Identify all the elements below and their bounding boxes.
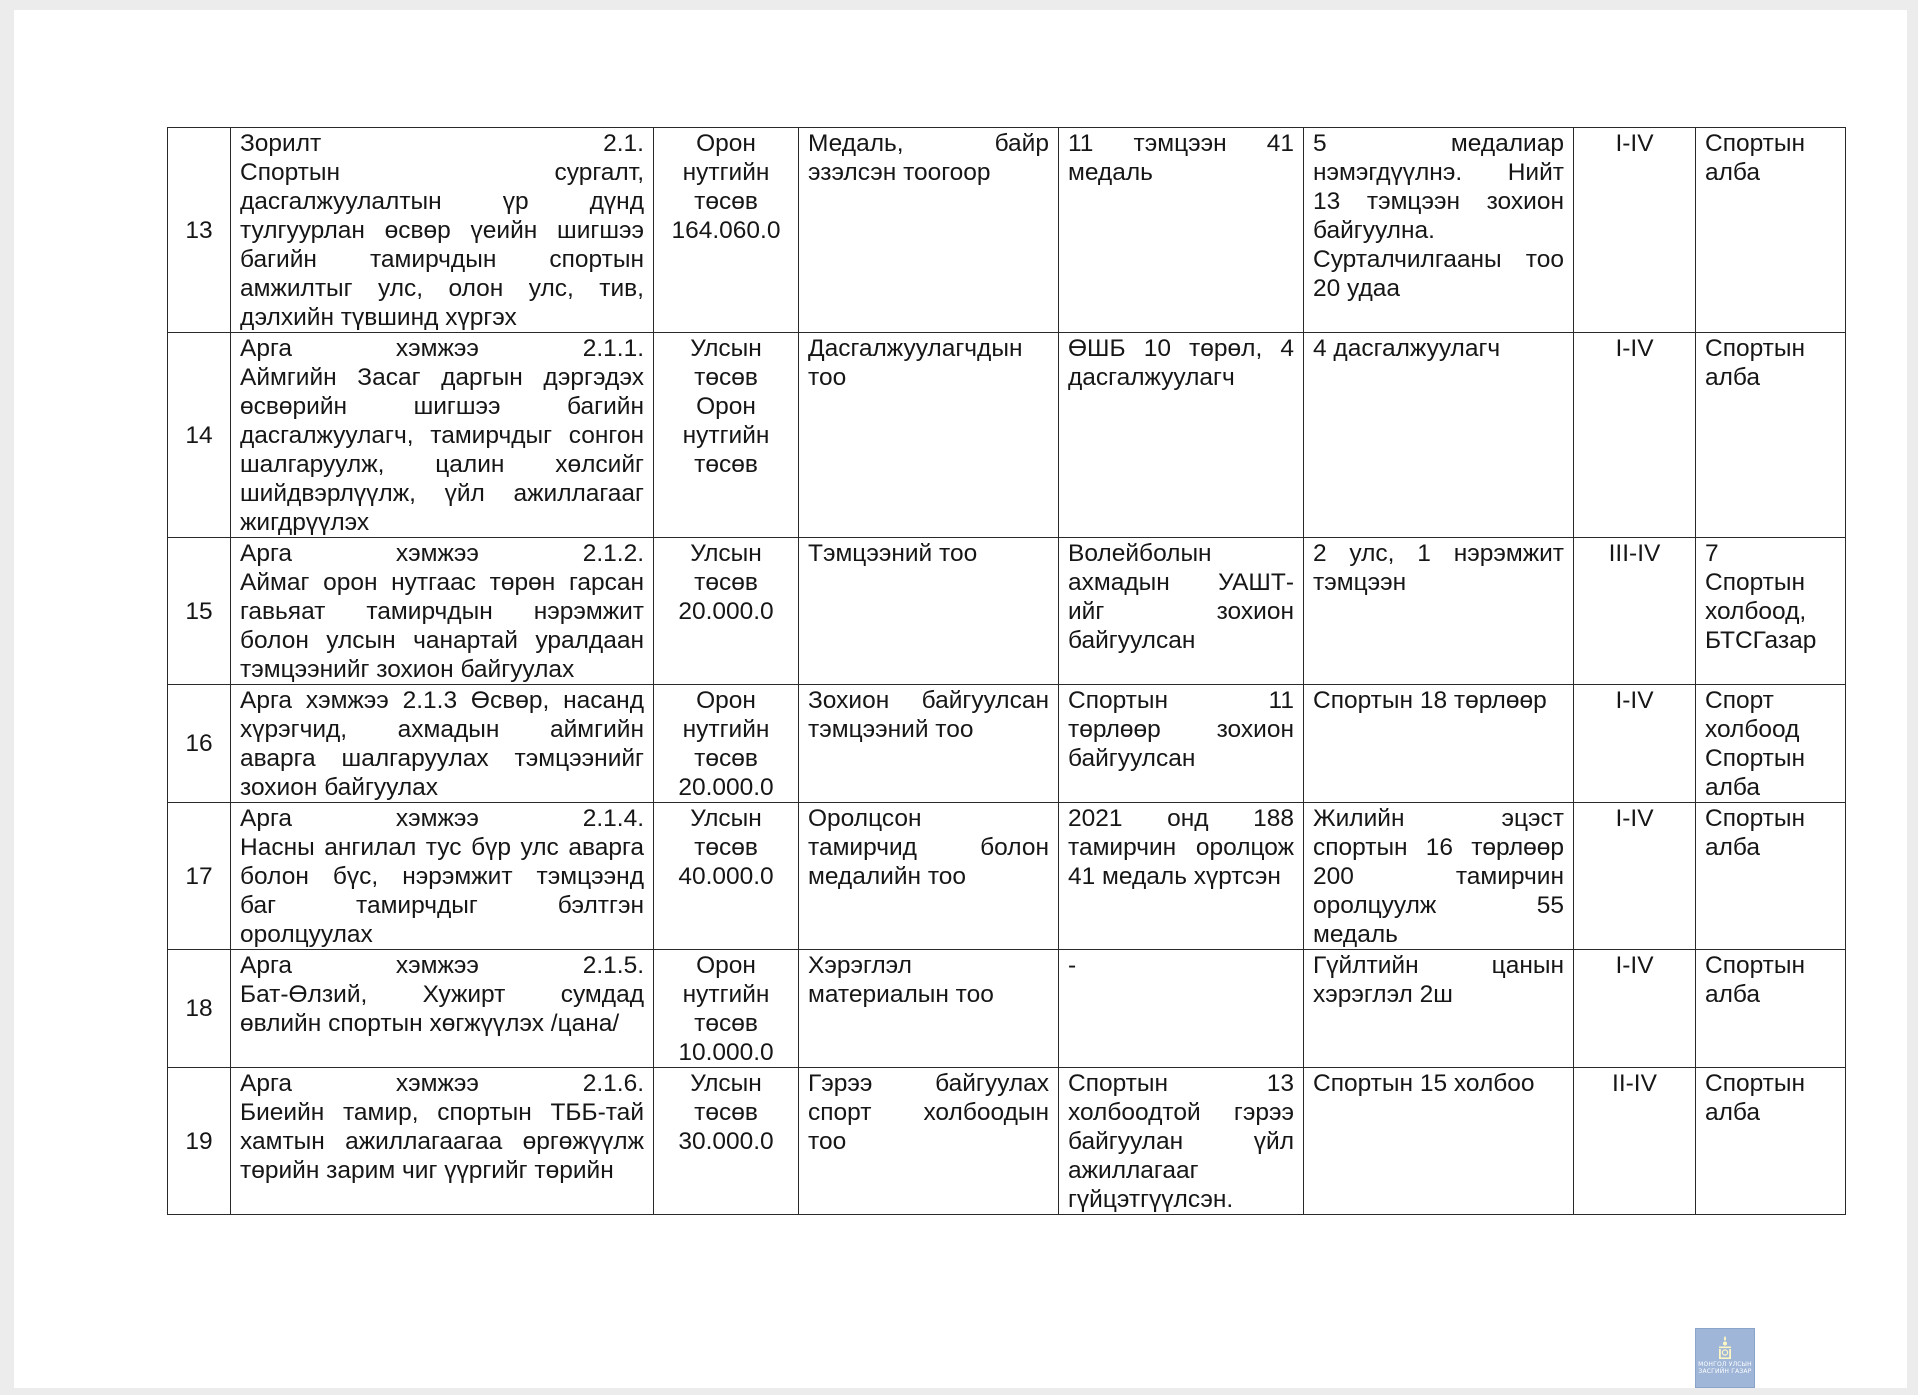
baseline-cell-line: төрлөөр зохион [1068,716,1294,743]
row-number [168,333,231,538]
responsible-cell-line: БТСГазар [1705,627,1817,654]
period-cell [1574,538,1696,685]
row-number-text: 16 [185,730,213,757]
baseline-cell [1059,1068,1304,1215]
baseline-cell-line: гүйцэтгүүлсэн. [1068,1186,1234,1213]
target-cell-line: Жилийн эцэст [1313,805,1564,832]
seal-text-line1: МОНГОЛ УЛСЫН [1698,1361,1752,1368]
indicator-cell-line: медалийн тоо [808,863,967,890]
baseline-cell-line: ажиллагааг [1068,1157,1199,1184]
baseline-cell-line: Спортын 13 [1068,1070,1294,1097]
responsible-cell [1696,538,1846,685]
row-number [168,950,231,1068]
task-cell-line: дасгалжуулагч, тамирчдыг сонгон [240,422,644,449]
baseline-cell-line: 2021 онд 188 [1068,805,1294,832]
task-cell-line: болон бүс, нэрэмжит тэмцээнд [240,863,644,890]
table-row [168,128,1846,333]
budget-cell [654,950,799,1068]
target-cell-line: байгуулна. [1313,217,1435,244]
baseline-cell-line: байгуулан үйл [1068,1128,1294,1155]
target-cell-line: 4 дасгалжуулагч [1313,335,1501,362]
task-cell-line: Биеийн тамир, спортын ТББ-тай [240,1099,644,1126]
responsible-cell-line: Спортын [1705,130,1806,157]
budget-cell-line: 20.000.0 [678,774,774,801]
period-cell-text: I-IV [1615,952,1654,979]
table-row [168,1068,1846,1215]
baseline-cell [1059,803,1304,950]
responsible-cell-line: 7 [1705,540,1719,567]
task-cell-line: тэмцээнийг зохион байгуулах [240,656,575,683]
task-cell-line: аварга шалгаруулах тэмцээнийг [240,745,644,772]
baseline-cell-line: холбоодтой гэрээ [1068,1099,1294,1126]
table-row [168,333,1846,538]
task-cell [231,803,654,950]
budget-cell-line: төсөв [694,1010,758,1037]
indicator-cell [799,685,1059,803]
row-number-text: 13 [185,216,213,244]
target-cell-line: хэрэглэл 2ш [1313,981,1453,1008]
responsible-cell-line: Спортын [1705,569,1806,596]
target-cell [1304,128,1574,333]
responsible-cell-line: алба [1705,1099,1761,1126]
target-cell-line: нэмэгдүүлнэ. Нийт [1313,159,1564,186]
baseline-cell [1059,685,1304,803]
budget-cell [654,685,799,803]
row-number-text: 19 [185,1127,213,1155]
indicator-cell-line: тэмцээний тоо [808,716,974,743]
period-cell [1574,803,1696,950]
budget-cell-line: нутгийн [682,159,770,186]
responsible-cell [1696,803,1846,950]
responsible-cell-line: холбоод, [1705,598,1807,625]
task-cell-line: тулгуурлан өсвөр үеийн шигшээ [240,217,644,244]
budget-cell-line: 20.000.0 [678,598,774,625]
responsible-cell-line: алба [1705,834,1761,861]
task-cell [231,333,654,538]
period-cell-text: I-IV [1615,130,1654,157]
government-seal-logo [1695,1328,1755,1388]
responsible-cell-line: алба [1705,981,1761,1008]
budget-cell [654,1068,799,1215]
period-cell-text: I-IV [1615,687,1654,714]
task-cell-line: амжилтыг улс, олон улс, тив, [240,275,644,302]
budget-cell-line: 30.000.0 [678,1128,774,1155]
target-cell [1304,1068,1574,1215]
budget-cell-line: Орон [696,952,756,979]
budget-cell-line: нутгийн [682,422,770,449]
budget-cell [654,333,799,538]
soyombo-emblem-icon [1717,1335,1733,1361]
period-cell [1574,333,1696,538]
budget-cell-line: Орон [696,687,756,714]
row-number [168,685,231,803]
budget-cell-line: төсөв [694,834,758,861]
target-cell-line: 20 удаа [1313,275,1401,302]
budget-cell [654,538,799,685]
row-number-text: 15 [185,597,213,625]
indicator-cell [799,950,1059,1068]
task-cell-line: баг тамирчдыг бэлтгэн [240,892,644,919]
baseline-cell-line: 41 медаль хүртсэн [1068,863,1281,890]
baseline-cell-line: медаль [1068,159,1153,186]
indicator-cell [799,128,1059,333]
target-cell-line: оролцуулж 55 [1313,892,1564,919]
table-row [168,803,1846,950]
task-cell-line: Насны ангилал тус бүр улс аварга [240,834,644,861]
responsible-cell-line: Спортын [1705,1070,1806,1097]
baseline-cell [1059,333,1304,538]
task-cell-line: шалгаруулж, цалин хөлсийг [240,451,644,478]
indicator-cell-line: тамирчид болон [808,834,1049,861]
indicator-cell [799,1068,1059,1215]
indicator-cell-line: тоо [808,1128,847,1155]
baseline-cell [1059,538,1304,685]
baseline-cell-line: байгуулсан [1068,627,1196,654]
budget-cell-line: төсөв [694,188,758,215]
period-cell [1574,1068,1696,1215]
row-number [168,803,231,950]
baseline-cell-line: Спортын 11 [1068,687,1294,714]
indicator-cell-line: эзэлсэн тоогоор [808,159,991,186]
period-cell [1574,128,1696,333]
budget-cell [654,128,799,333]
period-cell-text: I-IV [1615,335,1654,362]
task-cell [231,128,654,333]
task-cell-line: зохион байгуулах [240,774,439,801]
responsible-cell-line: Спортын [1705,745,1806,772]
target-cell-line: Спортын 18 төрлөөр [1313,687,1547,714]
target-cell-line: 2 улс, 1 нэрэмжит [1313,540,1564,567]
responsible-cell [1696,1068,1846,1215]
baseline-cell-line: байгуулсан [1068,745,1196,772]
indicator-cell-line: Дасгалжуулагчдын [808,335,1023,362]
baseline-cell-line: ахмадын УАШТ- [1068,569,1294,596]
task-cell-line: Аймгийн Засаг даргын дэргэдэх [240,364,644,391]
task-cell-line: дэлхийн түвшинд хүргэх [240,304,517,331]
task-cell-line: оролцуулах [240,921,373,948]
indicator-cell-line: Тэмцээний тоо [808,540,978,567]
table-body [168,128,1846,1215]
responsible-cell-line: Спортын [1705,805,1806,832]
responsible-cell [1696,950,1846,1068]
period-cell-text: III-IV [1608,540,1661,567]
responsible-cell-line: Спортын [1705,952,1806,979]
task-cell-line: өвлийн спортын хөгжүүлэх /цана/ [240,1010,620,1037]
budget-cell-line: нутгийн [682,981,770,1008]
target-cell-line: 13 тэмцээн зохион [1313,188,1564,215]
period-cell-text: I-IV [1615,805,1654,832]
budget-cell-line: Орон [696,130,756,157]
task-cell-line: Арга хэмжээ 2.1.2. [240,540,644,567]
indicator-cell [799,333,1059,538]
responsible-cell [1696,128,1846,333]
document-page [14,10,1907,1388]
target-cell [1304,333,1574,538]
budget-cell-line: Улсын [690,335,762,362]
responsible-cell-line: алба [1705,364,1761,391]
task-cell-line: Зорилт 2.1. [240,130,644,157]
seal-text-line2: ЗАСГИЙН ГАЗАР [1698,1368,1752,1375]
task-cell-line: дасгалжуулалтын үр дүнд [240,188,644,215]
task-cell-line: хүрэгчид, ахмадын аймгийн [240,716,644,743]
target-cell-line: медаль [1313,921,1398,948]
period-cell [1574,685,1696,803]
target-cell-line: спортын 16 төрлөөр [1313,834,1564,861]
responsible-cell-line: алба [1705,774,1761,801]
task-cell [231,685,654,803]
action-plan-table [167,127,1846,1215]
budget-cell-line: төсөв [694,364,758,391]
budget-cell-line: төсөв [694,569,758,596]
task-cell [231,1068,654,1215]
task-cell-line: багийн тамирчдын спортын [240,246,644,273]
baseline-cell-line: тамирчин оролцож [1068,834,1294,861]
task-cell-line: шийдвэрлүүлж, үйл ажиллагааг [240,480,644,507]
target-cell [1304,685,1574,803]
responsible-cell-line: Спорт [1705,687,1774,714]
budget-cell-line: Улсын [690,1070,762,1097]
task-cell-line: Арга хэмжээ 2.1.6. [240,1070,644,1097]
responsible-cell [1696,685,1846,803]
row-number-text: 17 [185,862,213,890]
budget-cell-line: төсөв [694,745,758,772]
budget-cell-line: Улсын [690,540,762,567]
baseline-cell-line: Волейболын [1068,540,1212,567]
task-cell-line: болон улсын чанартай уралдаан [240,627,644,654]
target-cell-line: Сурталчилгааны тоо [1313,246,1564,273]
task-cell-line: хамтын ажиллагаагаа өргөжүүлж [240,1128,644,1155]
indicator-cell-line: материалын тоо [808,981,994,1008]
target-cell-line: 200 тамирчин [1313,863,1564,890]
target-cell-line: Спортын 15 холбоо [1313,1070,1535,1097]
responsible-cell-line: алба [1705,159,1761,186]
budget-cell-line: Улсын [690,805,762,832]
task-cell [231,538,654,685]
task-cell-line: төрийн зарим чиг үүргийг төрийн [240,1157,614,1184]
baseline-cell [1059,128,1304,333]
budget-cell-line: төсөв [694,1099,758,1126]
target-cell [1304,803,1574,950]
row-number-text: 18 [185,995,213,1022]
indicator-cell-line: Медаль, байр [808,130,1049,157]
task-cell-line: Спортын сургалт, [240,159,644,186]
indicator-cell-line: Оролцсон [808,805,922,832]
row-number-text: 14 [185,421,213,449]
task-cell-line: гавьяат тамирчдын нэрэмжит [240,598,644,625]
target-cell [1304,538,1574,685]
baseline-cell-line: 11 тэмцээн 41 [1068,130,1294,157]
task-cell-line: Арга хэмжээ 2.1.5. [240,952,644,979]
indicator-cell [799,803,1059,950]
target-cell [1304,950,1574,1068]
budget-cell-line: 10.000.0 [678,1039,774,1066]
target-cell-line: Гүйлтийн цанын [1313,952,1564,979]
indicator-cell [799,538,1059,685]
responsible-cell [1696,333,1846,538]
indicator-cell-line: Хэрэглэл [808,952,912,979]
target-cell-line: тэмцээн [1313,569,1407,596]
budget-cell [654,803,799,950]
indicator-cell-line: Гэрээ байгуулах [808,1070,1049,1097]
task-cell-line: Арга хэмжээ 2.1.4. [240,805,644,832]
baseline-cell-line: - [1068,952,1077,979]
budget-cell-line: 164.060.0 [671,217,781,244]
period-cell-text: II-IV [1612,1070,1657,1097]
table-row [168,950,1846,1068]
task-cell-line: жигдрүүлэх [240,509,370,536]
period-cell [1574,950,1696,1068]
indicator-cell-line: спорт холбоодын [808,1099,1049,1126]
indicator-cell-line: тоо [808,364,847,391]
budget-cell-line: төсөв [694,451,758,478]
indicator-cell-line: Зохион байгуулсан [808,687,1049,714]
responsible-cell-line: холбоод [1705,716,1800,743]
baseline-cell [1059,950,1304,1068]
task-cell-line: өсвөрийн шигшээ багийн [240,393,644,420]
table-row [168,685,1846,803]
budget-cell-line: Орон [696,393,756,420]
row-number [168,1068,231,1215]
budget-cell-line: 40.000.0 [678,863,774,890]
row-number [168,128,231,333]
task-cell-line: Арга хэмжээ 2.1.1. [240,335,644,362]
budget-cell-line: нутгийн [682,716,770,743]
baseline-cell-line: ийг зохион [1068,598,1294,625]
row-number [168,538,231,685]
task-cell-line: Аймаг орон нутгаас төрөн гарсан [240,569,644,596]
task-cell-line: Арга хэмжээ 2.1.3 Өсвөр, насанд [240,687,644,714]
task-cell [231,950,654,1068]
baseline-cell-line: ӨШБ 10 төрөл, 4 [1068,335,1294,362]
task-cell-line: Бат-Өлзий, Хужирт сумдад [240,981,644,1008]
table-row [168,538,1846,685]
baseline-cell-line: дасгалжуулагч [1068,364,1235,391]
responsible-cell-line: Спортын [1705,335,1806,362]
target-cell-line: 5 медалиар [1313,130,1564,157]
